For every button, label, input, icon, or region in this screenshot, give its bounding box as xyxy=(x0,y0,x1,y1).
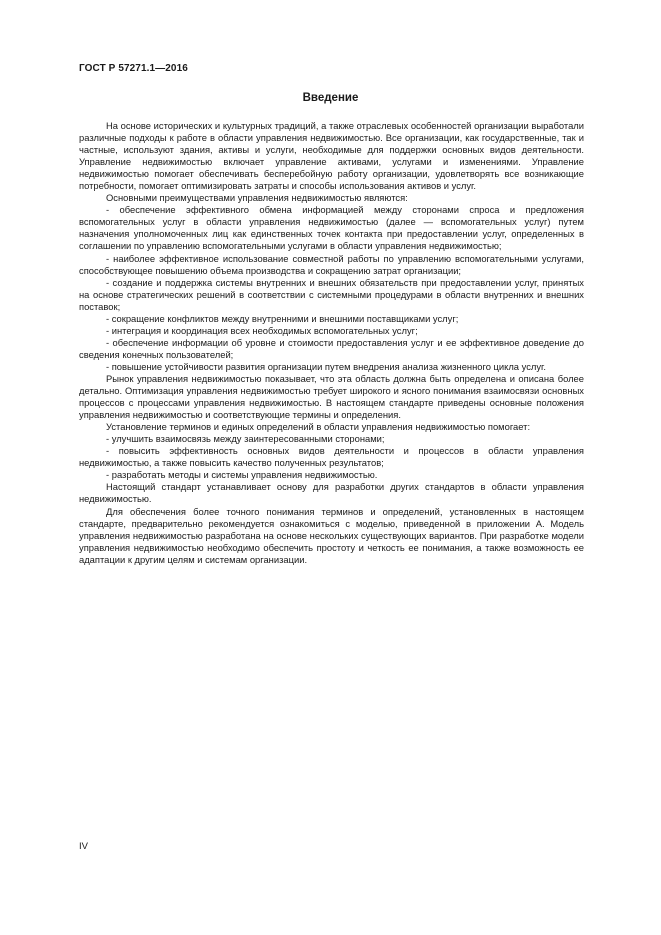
section-title: Введение xyxy=(302,92,359,104)
list-item-terms-benefit: - повысить эффективность основных видов деятельности и процессов в области управления недвижимостью, а также повысить качество полученных результатов; xyxy=(79,445,584,469)
list-item-advantage: - обеспечение эффективного обмена информацией между сторонами спроса и предложения вспомогательных услуг в области управления недвижимостью (далее — вспомогательных услуг) путем назначения уполномоченных лиц как единственных точек контакта при предоставлении услуг, определенных в соглашении по управлению вспомогательными услугами в области управления недвижимостью; xyxy=(79,204,584,252)
paragraph-basis: Настоящий стандарт устанавливает основу для разработки других стандартов в области управления недвижимостью. xyxy=(79,481,584,505)
page-number: IV xyxy=(79,841,88,852)
paragraph-market: Рынок управления недвижимостью показывает, что эта область должна быть определена и описана более детально. Оптимизация управления недвижимостью требует широкого и ясного понимания взаимосвязи основных процессов с процессами управления недвижимостью. В настоящем стандарте приведены основные положения управления недвижимостью и соответствующие термины и определения. xyxy=(79,372,584,421)
list-item-advantage: - обеспечение информации об уровне и стоимости предоставления услуг и ее эффективное доведение до сведения конечных пользователей; xyxy=(79,336,584,360)
list-item-advantage: - наиболее эффективное использование совместной работы по управлению вспомогательными услугами, способствующее повышению объема производства и сокращению затрат организации; xyxy=(79,252,584,276)
paragraph-model: Для обеспечения более точного понимания терминов и определений, установленных в настоящем стандарте, предварительно рекомендуется ознакомиться с моделью, приведенной в приложении А. Модель управления недвижимостью разработана на основе нескольких существующих вариантов. При разработке модели управления недвижимостью необходимо обеспечить простоту и четкость ее понимания, а также возможность ее адаптации к другим целям и системам организации. xyxy=(79,505,584,565)
document-body xyxy=(79,120,584,566)
list-item-terms-benefit: - улучшить взаимосвязь между заинтересованными сторонами; xyxy=(106,433,385,445)
paragraph-intro: На основе исторических и культурных традиций, а также отраслевых особенностей организации выработали различные подходы к работе в области управления недвижимостью. Все организации, как государственные, так и частные, используют здания, активы и услуги, необходимые для поддержки основных видов деятельности. Управление недвижимостью включает управление активами, услугами и изменениями. Управление недвижимостью помогает обеспечивать бесперебойную работу организации, удовлетворять все возникающие потребности, помогает оптимизировать затраты и способы использования активов и услуг. xyxy=(79,120,584,192)
list-item-advantage: - создание и поддержка системы внутренних и внешних обязательств при предоставлении услуг, принятых на основе стратегических решений в соответствии с системными процедурами в области внутренних и внешних поставок; xyxy=(79,276,584,312)
list-item-terms-benefit: - разработать методы и системы управления недвижимостью. xyxy=(106,469,378,481)
paragraph-advantages-lead: Основными преимуществами управления недвижимостью являются: xyxy=(106,192,408,204)
standard-number-header: ГОСТ Р 57271.1—2016 xyxy=(79,63,188,74)
list-item-advantage: - повышение устойчивости развития организации путем внедрения анализа жизненного цикла услуг. xyxy=(106,360,546,372)
list-item-advantage: - сокращение конфликтов между внутренними и внешними поставщиками услуг; xyxy=(106,312,459,324)
list-item-advantage: - интеграция и координация всех необходимых вспомогательных услуг; xyxy=(106,324,418,336)
paragraph-terms-lead: Установление терминов и единых определений в области управления недвижимостью помогает: xyxy=(106,421,531,433)
